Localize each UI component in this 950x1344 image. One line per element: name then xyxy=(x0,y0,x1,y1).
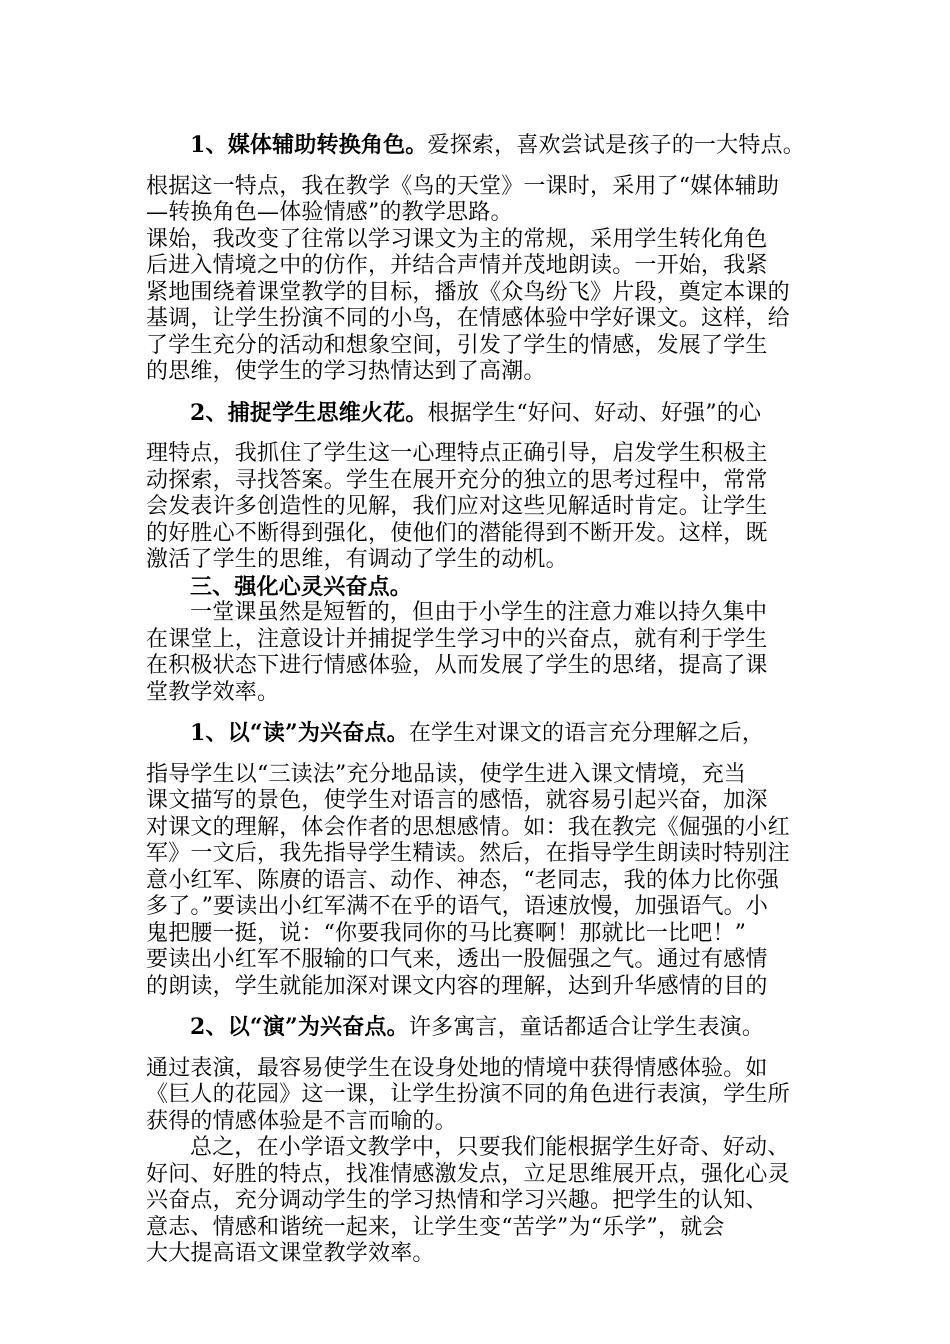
paragraph-5-lead: 许多寓言，童话都适合让学生表演。 xyxy=(408,1015,765,1040)
text-line: 的好胜心不断得到强化，使他们的潜能得到不断开发。这样，既 xyxy=(146,520,768,546)
text-line: 指导学生以“三读法”充分地品读，使学生进入课文情境，充当 xyxy=(146,761,747,787)
text-line: 总之，在小学语文教学中，只要我们能根据学生好奇、好动、 xyxy=(190,1135,790,1160)
text-line: 《巨人的花园》这一课，让学生扮演不同的角色进行表演，学生所 xyxy=(146,1082,790,1107)
text-line: 大大提高语文课堂教学效率。 xyxy=(146,1241,435,1266)
text-line: 后进入情境之中的仿作，并结合声情并茂地朗读。一开始，我紧 xyxy=(146,253,768,278)
text-line: 一堂课虽然是短暂的，但由于小学生的注意力难以持久集中 xyxy=(190,600,768,625)
document-page xyxy=(146,132,816,1268)
text-line: —转换角色—体验情感”的教学思路。 xyxy=(146,200,513,225)
text-line: 获得的情感体验是不言而喻的。 xyxy=(146,1108,457,1134)
paragraph-2-heading: 2、捕捉学生思维火花。 xyxy=(190,399,428,426)
text-line: 对课文的理解，体会作者的思想感情。如：我在教完《倔强的小红 xyxy=(146,814,790,840)
paragraph-2-lead: 根据学生“好问、好动、好强”的心 xyxy=(427,400,762,426)
paragraph-4-heading: 1、以“读”为兴奋点。 xyxy=(190,720,409,746)
text-line: 军》一文后，我先指导学生精读。然后，在指导学生朗读时特别注 xyxy=(146,841,790,866)
text-line: 基调，让学生扮演不同的小鸟，在情感体验中学好课文。这样，给 xyxy=(146,306,790,331)
text-line: 理特点，我抓住了学生这一心理特点正确引导，启发学生积极主 xyxy=(146,441,768,466)
text-line: 紧地围绕着课堂教学的目标，播放《众鸟纷飞》片段，奠定本课的 xyxy=(146,279,790,305)
text-line: 激活了学生的思维，有调动了学生的动机。 xyxy=(146,547,568,572)
text-line: 的朗读，学生就能加深对课文内容的理解，达到升华感情的目的 xyxy=(146,973,768,999)
paragraph-1-first-line xyxy=(146,132,816,160)
text-line: 意小红军、陈赓的语言、动作、神态，“老同志，我的体力比你强 xyxy=(146,867,780,893)
paragraph-1-heading: 1、媒体辅助转换角色。 xyxy=(190,132,428,158)
paragraph-4-lead: 在学生对课文的语言充分理解之后， xyxy=(408,721,765,746)
text-line: 好问、好胜的特点，找准情感激发点，立足思维展开点，强化心灵 xyxy=(146,1161,790,1187)
text-line: 会发表许多创造性的见解，我们应对这些见解适时肯定。让学生 xyxy=(146,494,768,519)
text-line: 了学生充分的活动和想象空间，引发了学生的情感，发展了学生 xyxy=(146,332,768,358)
paragraph-5-heading: 2、以“演”为兴奋点。 xyxy=(190,1014,409,1040)
text-line: 课始，我改变了往常以学习课文为主的常规，采用学生转化角色 xyxy=(146,226,768,252)
text-line: 意志、情感和谐统一起来，让学生变“苦学”为“乐学”，就会 xyxy=(146,1214,725,1240)
text-line: 在积极状态下进行情感体验，从而发展了学生的思绪，提高了课 xyxy=(146,653,768,678)
text-line: 要读出小红军不服输的口气来，透出一股倔强之气。通过有感情 xyxy=(146,947,768,972)
paragraph-4-body xyxy=(146,762,816,1001)
text-line: 多了。”要读出小红军满不在乎的语气，语速放慢，加强语气。小 xyxy=(146,894,769,919)
paragraph-5-first-line xyxy=(146,1014,816,1042)
paragraph-1-lead: 爱探索，喜欢尝试是孩子的一大特点。 xyxy=(427,133,805,158)
text-line: 课文描写的景色，使学生对语言的感悟，就容易引起兴奋，加深 xyxy=(146,788,768,813)
paragraph-1-body xyxy=(146,174,816,386)
text-line: 根据这一特点，我在教学《鸟的天堂》一课时，采用了“媒体辅助 xyxy=(146,173,780,199)
text-line: 动探索，寻找答案。学生在展开充分的独立的思考过程中，常常 xyxy=(146,467,768,493)
text-line: 兴奋点，充分调动学生的学习热情和学习兴趣。把学生的认知、 xyxy=(146,1188,768,1213)
paragraph-5-body xyxy=(146,1056,816,1136)
text-line: 鬼把腰一挺，说：“你要我同你的马比赛啊！那就比一比吧！” xyxy=(146,920,747,946)
text-line: 通过表演，最容易使学生在设身处地的情境中获得情感体验。如 xyxy=(146,1055,768,1081)
paragraph-2-first-line xyxy=(146,400,816,428)
paragraph-4-first-line xyxy=(146,720,816,748)
section-3-heading: 三、强化心灵兴奋点。 xyxy=(190,573,413,600)
text-line: 在课堂上，注意设计并捕捉学生学习中的兴奋点，就有利于学生 xyxy=(146,626,768,652)
text-line: 的思维，使学生的学习热情达到了高潮。 xyxy=(146,359,546,384)
paragraph-2-body xyxy=(146,441,816,574)
text-line: 堂教学效率。 xyxy=(146,679,280,705)
